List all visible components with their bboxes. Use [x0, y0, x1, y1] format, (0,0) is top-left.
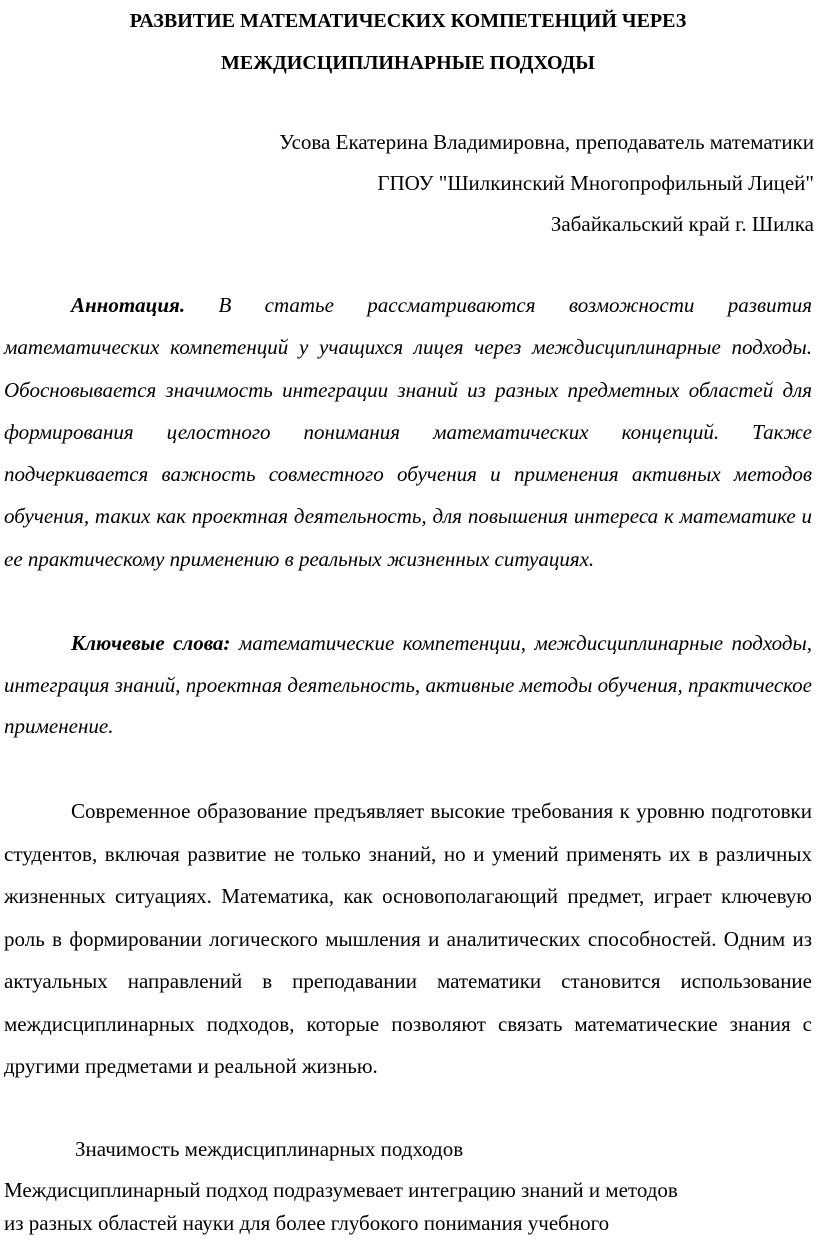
body-paragraph-text: Современное образование предъявляет высокие требования к уровню подготовки студентов, включая развитие не только знаний, но и умений применять их в различных жизненных ситуациях. Математика, как основополагающий предмет, играет ключевую роль в формировании логического мышления и аналитических способностей. Одним из актуальных направлений в преподавании математики становится использование междисциплинарных подходов, которые позволяют связать математические знания с другими предметами и реальной жизнью. — [4, 799, 812, 1078]
author-name-position: Усова Екатерина Владимировна, преподаватель математики — [279, 130, 814, 154]
body-paragraph — [4, 790, 812, 1088]
keywords-paragraph — [4, 623, 812, 748]
section-subheading: Значимость междисциплинарных подходов — [75, 1137, 464, 1161]
closing-line-1: Междисциплинарный подход подразумевает интеграцию знаний и методов — [4, 1178, 678, 1202]
abstract-paragraph — [4, 284, 812, 580]
title-line-2: МЕЖДИСЦИПЛИНАРНЫЕ ПОДХОДЫ — [221, 52, 595, 74]
keywords-text: математические компетенции, междисциплинарные подходы, интеграция знаний, проектная деятельность, активные методы обучения, практическое применение. — [4, 631, 812, 738]
abstract-text: В статье рассматриваются возможности развития математических компетенций у учащихся лицея через междисциплинарные подходы. Обосновывается значимость интеграции знаний из разных предметных областей для формирования целостного понимания математических концепций. Также подчеркивается важность совместного обучения и применения активных методов обучения, таких как проектная деятельность, для повышения интереса к математике и ее практическому применению в реальных жизненных ситуациях. — [4, 293, 812, 571]
author-institution: ГПОУ "Шилкинский Многопрофильный Лицей" — [377, 171, 814, 195]
closing-paragraph — [4, 1174, 812, 1240]
title-line-1: РАЗВИТИЕ МАТЕМАТИЧЕСКИХ КОМПЕТЕНЦИЙ ЧЕРЕЗ — [129, 10, 687, 32]
document-title — [0, 0, 816, 84]
author-location: Забайкальский край г. Шилка — [550, 212, 814, 236]
closing-line-2: из разных областей науки для более глубокого понимания учебного — [4, 1211, 610, 1235]
abstract-label: Аннотация. — [71, 293, 186, 317]
keywords-label: Ключевые слова: — [71, 631, 231, 655]
author-block — [279, 122, 814, 245]
